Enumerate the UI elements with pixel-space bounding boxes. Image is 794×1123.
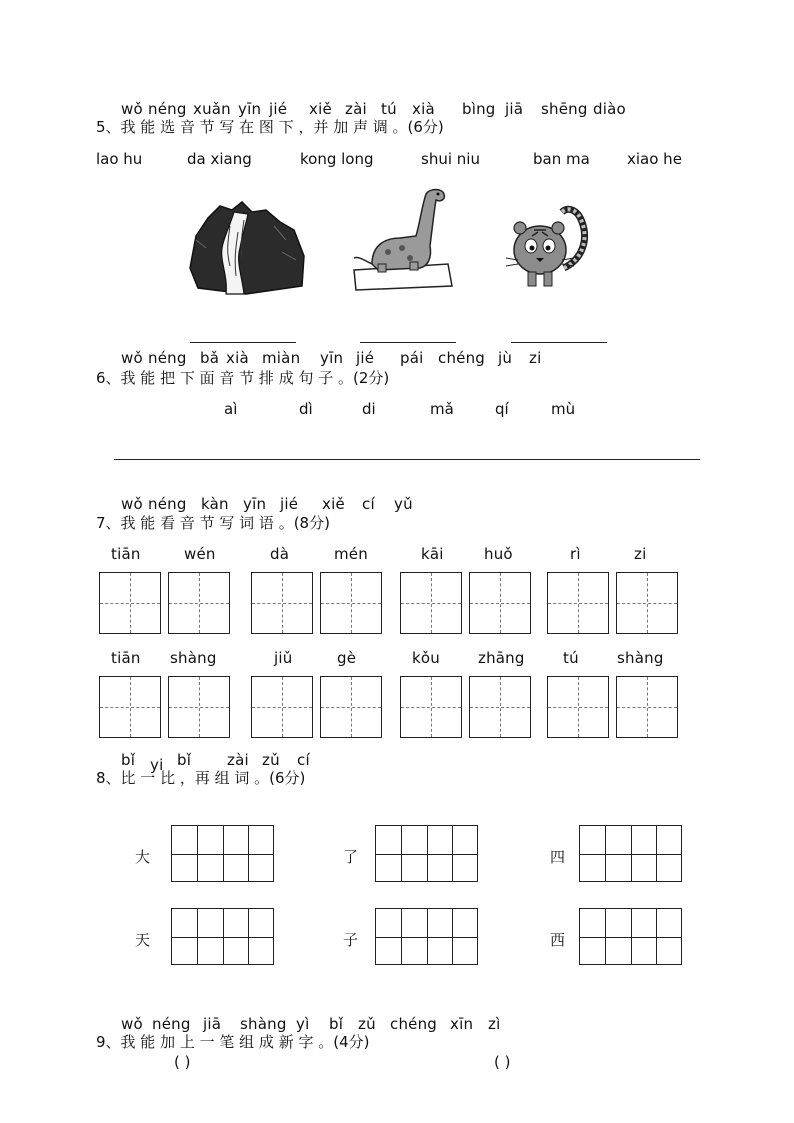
char-label: 了	[343, 848, 359, 866]
option: xiao he	[627, 150, 682, 168]
pinyin: zài	[345, 100, 367, 118]
char-label: 大	[135, 848, 151, 866]
q8-title: 8、比 一 比 ，再 组 词 。(6分)	[96, 769, 306, 787]
writing-grid[interactable]	[251, 676, 313, 738]
pinyin: zǔ	[358, 1015, 376, 1033]
pinyin: kǒu	[412, 649, 440, 667]
pinyin: tú	[381, 100, 397, 118]
pinyin: zǔ	[262, 751, 280, 769]
writing-grid[interactable]	[320, 676, 382, 738]
writing-grid[interactable]	[168, 572, 230, 634]
pinyin: wǒ	[121, 495, 143, 513]
answer-line[interactable]	[360, 342, 456, 343]
pinyin: néng	[148, 349, 187, 367]
pinyin: mén	[334, 545, 368, 563]
option: ban ma	[533, 150, 590, 168]
pinyin: jiā	[505, 100, 524, 118]
word-box[interactable]	[171, 908, 274, 965]
pinyin: jù	[498, 349, 513, 367]
word-box[interactable]	[375, 908, 478, 965]
q7-title: 7、我 能 看 音 节 写 词 语 。(8分)	[96, 514, 330, 532]
pinyin: kàn	[201, 495, 229, 513]
option: kong long	[300, 150, 374, 168]
pinyin: pái	[400, 349, 424, 367]
pinyin: jié	[356, 349, 375, 367]
pinyin: néng	[148, 100, 187, 118]
writing-grid[interactable]	[99, 572, 161, 634]
pinyin: shàng	[170, 649, 217, 667]
pinyin: yīn	[238, 100, 262, 118]
pinyin: xīn	[450, 1015, 474, 1033]
syllable: di	[362, 400, 376, 418]
mountain-river-icon	[186, 196, 308, 296]
pinyin: gè	[337, 649, 357, 667]
pinyin: tiān	[111, 649, 141, 667]
pinyin: zi	[634, 545, 647, 563]
answer-blank[interactable]: ( )	[174, 1053, 191, 1071]
pinyin: zi	[529, 349, 542, 367]
pinyin: néng	[148, 495, 187, 513]
pinyin: diào	[593, 100, 626, 118]
pinyin: néng	[152, 1015, 191, 1033]
pinyin: yīn	[320, 349, 344, 367]
pinyin: cí	[362, 495, 375, 513]
pinyin: wǒ	[121, 349, 143, 367]
syllable: aì	[224, 400, 238, 418]
pinyin: chéng	[438, 349, 486, 367]
writing-grid[interactable]	[469, 572, 531, 634]
pinyin: yi	[150, 756, 164, 774]
word-box[interactable]	[375, 825, 478, 882]
pinyin: yì	[296, 1015, 310, 1033]
pinyin: miàn	[262, 349, 301, 367]
pinyin: xià	[412, 100, 435, 118]
q6-title: 6、我 能 把 下 面 音 节 排 成 句 子 。(2分)	[96, 369, 390, 387]
syllable: mǎ	[430, 400, 454, 418]
word-box[interactable]	[579, 825, 682, 882]
pinyin: xiě	[322, 495, 345, 513]
syllable: qí	[495, 400, 509, 418]
pinyin: bǐ	[329, 1015, 344, 1033]
word-box[interactable]	[579, 908, 682, 965]
q9-title: 9、我 能 加 上 一 笔 组 成 新 字 。(4分)	[96, 1033, 370, 1051]
pinyin: xiě	[309, 100, 332, 118]
writing-grid[interactable]	[320, 572, 382, 634]
pinyin: shàng	[617, 649, 664, 667]
pinyin: cí	[297, 751, 310, 769]
writing-grid[interactable]	[400, 676, 462, 738]
pinyin: huǒ	[484, 545, 513, 563]
pinyin: bǎ	[200, 349, 220, 367]
pinyin: bìng	[462, 100, 496, 118]
char-label: 天	[135, 931, 151, 949]
pinyin: jié	[280, 495, 299, 513]
option: lao hu	[96, 150, 143, 168]
pinyin: xià	[226, 349, 249, 367]
pinyin: wǒ	[121, 100, 143, 118]
writing-grid[interactable]	[168, 676, 230, 738]
pinyin: kāi	[421, 545, 444, 563]
pinyin: jiǔ	[274, 649, 293, 667]
answer-line[interactable]	[190, 342, 296, 343]
writing-grid[interactable]	[251, 572, 313, 634]
pinyin: dà	[270, 545, 290, 563]
char-label: 子	[343, 931, 359, 949]
option: da xiang	[187, 150, 252, 168]
pinyin: zhāng	[478, 649, 525, 667]
option: shui niu	[421, 150, 480, 168]
pinyin: wén	[184, 545, 216, 563]
writing-grid[interactable]	[547, 572, 609, 634]
pinyin: bǐ	[177, 751, 192, 769]
pinyin: tiān	[111, 545, 141, 563]
syllable: dì	[299, 400, 313, 418]
pinyin: jié	[269, 100, 288, 118]
tiger-icon	[504, 198, 600, 296]
dinosaur-icon	[348, 186, 460, 292]
pinyin: wǒ	[121, 1015, 143, 1033]
writing-grid[interactable]	[616, 572, 678, 634]
pinyin: yīn	[243, 495, 267, 513]
writing-grid[interactable]	[469, 676, 531, 738]
word-box[interactable]	[171, 825, 274, 882]
pinyin: rì	[570, 545, 581, 563]
answer-line[interactable]	[511, 342, 607, 343]
pinyin: chéng	[390, 1015, 438, 1033]
pinyin: zài	[227, 751, 249, 769]
pinyin: zì	[488, 1015, 501, 1033]
pinyin: shēng	[541, 100, 588, 118]
syllable: mù	[551, 400, 576, 418]
pinyin: xuǎn	[193, 100, 231, 118]
q5-title: 5、我 能 选 音 节 写 在 图 下 ，并 加 声 调 。(6分)	[96, 118, 444, 136]
char-label: 西	[550, 931, 566, 949]
writing-grid[interactable]	[616, 676, 678, 738]
writing-grid[interactable]	[547, 676, 609, 738]
writing-grid[interactable]	[400, 572, 462, 634]
writing-grid[interactable]	[99, 676, 161, 738]
pinyin: yǔ	[394, 495, 413, 513]
answer-blank[interactable]: ( )	[494, 1053, 511, 1071]
pinyin: tú	[563, 649, 579, 667]
pinyin: jiā	[203, 1015, 222, 1033]
sentence-answer-line[interactable]	[114, 459, 700, 460]
pinyin: shàng	[240, 1015, 287, 1033]
pinyin: bǐ	[121, 751, 136, 769]
char-label: 四	[550, 848, 566, 866]
